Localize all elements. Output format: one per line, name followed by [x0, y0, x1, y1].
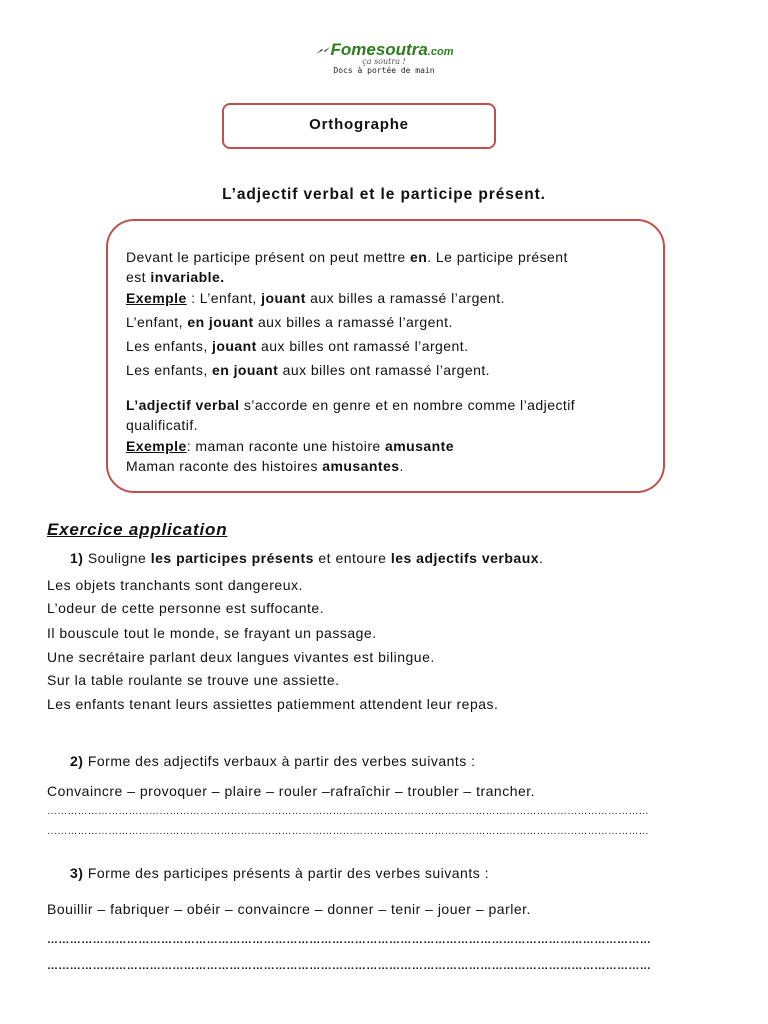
rule-text: qualificatif. [126, 417, 198, 433]
example-keyword: jouant [212, 338, 257, 354]
rule-text: Devant le participe présent on peut mettre [126, 249, 410, 265]
question-number: 2) [70, 753, 84, 769]
sentence: Les enfants tenant leurs assiettes patiemment attendent leur repas. [47, 696, 499, 712]
answer-line: …………………………………………………………………………………………………………………………………………… [47, 960, 652, 972]
logo-brand-suffix: .com [427, 46, 454, 58]
sentence: Sur la table roulante se trouve une assiette. [47, 672, 340, 688]
example-keyword: en jouant [212, 362, 279, 378]
rule-line [126, 249, 568, 265]
question-text: Forme des adjectifs verbaux à partir des verbes suivants : [83, 753, 476, 769]
question-1 [70, 550, 543, 566]
bird-icon [315, 46, 331, 56]
example-line [126, 458, 404, 474]
example-text: : maman raconte une histoire [186, 438, 386, 454]
question-text: Souligne [83, 550, 151, 566]
lesson-subtitle: L’adjectif verbal et le participe présent. [222, 186, 546, 203]
example-text: Les enfants, [126, 362, 213, 378]
example-line [126, 314, 453, 330]
example-text: aux billes ont ramassé l’argent. [256, 338, 469, 354]
question-number: 3) [70, 865, 84, 881]
verb-list: Bouillir – fabriquer – obéir – convaincre – donner – tenir – jouer – parler. [47, 901, 531, 917]
question-text: . [539, 550, 544, 566]
answer-line: …………………………………………………………………………………………………………………………………………… [47, 934, 652, 946]
rule-text: . Le participe présent [427, 249, 568, 265]
example-keyword: amusante [385, 438, 454, 454]
example-keyword: jouant [261, 290, 306, 306]
sentence: L’odeur de cette personne est suffocante. [47, 600, 325, 616]
rule-line [126, 397, 575, 413]
example-line [126, 362, 490, 378]
example-line [126, 338, 468, 354]
rule-text: est [126, 269, 151, 285]
example-line [126, 290, 505, 306]
question-text: et entoure [313, 550, 391, 566]
example-keyword: amusantes [322, 458, 400, 474]
rule-line [126, 417, 198, 433]
example-label: Exemple [126, 290, 187, 306]
example-text: aux billes ont ramassé l’argent. [278, 362, 491, 378]
rule-line [126, 269, 225, 285]
answer-line: …………………………………………………………………………………………………………………………………………………………… [47, 826, 649, 837]
sentence: Une secrétaire parlant deux langues vivantes est bilingue. [47, 649, 435, 665]
question-keyword: les participes présents [150, 550, 314, 566]
example-text: aux billes a ramassé l’argent. [305, 290, 505, 306]
example-keyword: en jouant [187, 314, 254, 330]
verb-list: Convaincre – provoquer – plaire – rouler –rafraîchir – troubler – trancher. [47, 783, 536, 799]
question-keyword: les adjectifs verbaux [390, 550, 540, 566]
example-text: . [399, 458, 404, 474]
rule-keyword: en [409, 249, 428, 265]
logo-brand-name: Fomesoutra [330, 40, 428, 59]
question-2 [70, 753, 476, 769]
example-text: : L’enfant, [186, 290, 262, 306]
question-text: Forme des participes présents à partir des verbes suivants : [83, 865, 490, 881]
exercise-title: Exercice application [47, 520, 228, 539]
example-line [126, 438, 454, 454]
rule-keyword: L’adjectif verbal [126, 397, 240, 413]
rule-keyword: invariable. [150, 269, 225, 285]
example-text: L’enfant, [126, 314, 188, 330]
logo-tagline: Docs à portée de main [333, 66, 435, 75]
logo-slogan: ça soutra ! [362, 57, 406, 66]
rule-text: s’accorde en genre et en nombre comme l’adjectif [239, 397, 576, 413]
answer-line: …………………………………………………………………………………………………………………………………………………………… [47, 806, 649, 817]
example-text: aux billes a ramassé l’argent. [253, 314, 453, 330]
sentence: Il bouscule tout le monde, se frayant un passage. [47, 625, 377, 641]
example-text: Maman raconte des histoires [126, 458, 323, 474]
site-logo [0, 40, 768, 75]
page-title: Orthographe [222, 103, 496, 149]
question-number: 1) [70, 550, 84, 566]
example-label: Exemple [126, 438, 187, 454]
question-3 [70, 865, 489, 881]
example-text: Les enfants, [126, 338, 213, 354]
sentence: Les objets tranchants sont dangereux. [47, 577, 303, 593]
